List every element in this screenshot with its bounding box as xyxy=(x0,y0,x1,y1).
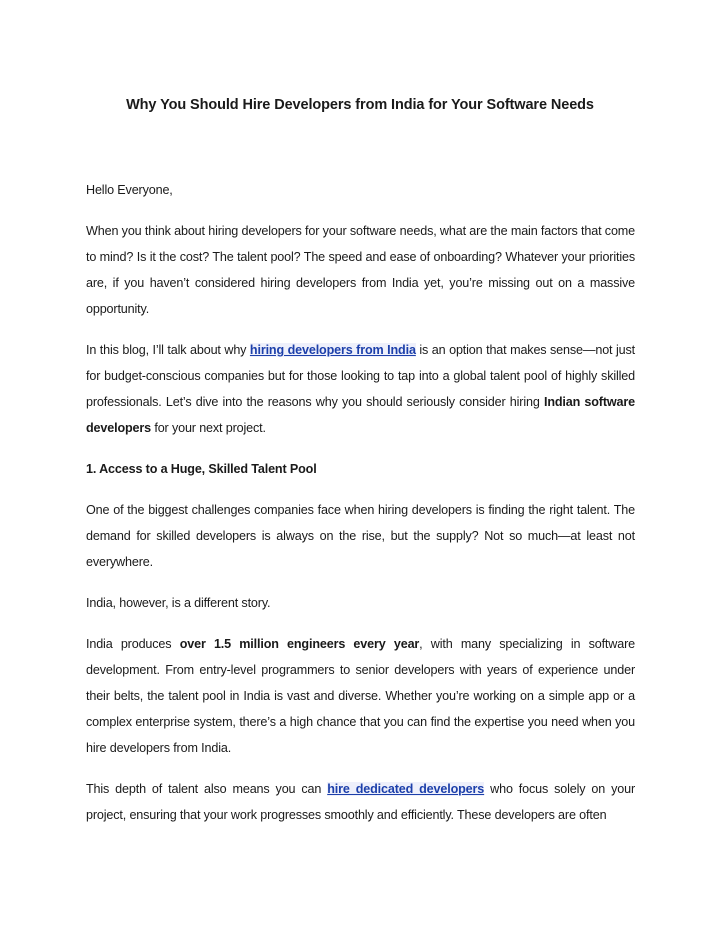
engineers-stat-paragraph xyxy=(86,631,635,761)
blog-overview-paragraph xyxy=(86,337,635,441)
document-title: Why You Should Hire Developers from India for Your Software Needs xyxy=(126,97,594,113)
hire-dedicated-developers-link[interactable]: hire dedicated developers xyxy=(327,782,485,796)
talent-challenge-paragraph: One of the biggest challenges companies face when hiring developers is finding the right talent. The demand for skilled developers is always on the rise, but the supply? Not so much—at least not everywhere. xyxy=(86,503,635,569)
intro-paragraph: When you think about hiring developers for your software needs, what are the main factors that come to mind? Is it the cost? The talent pool? The speed and ease of onboarding? Whatever your priorities are, if you haven’t considered hiring developers from India yet, you’re missing out on a massive opportunity. xyxy=(86,224,635,316)
engineers-stat-text-end: , with many specializing in software development. From entry-level programmers to senior developers with years of experience under their belts, the talent pool in India is vast and diverse. Whether you’re working on a simple app or a complex enterprise system, there’s a high chance that you can find the expertise you need when you hire developers from India. xyxy=(86,637,635,755)
dedicated-developers-paragraph xyxy=(86,776,635,828)
engineers-stat-emphasis: over 1.5 million engineers every year xyxy=(179,637,420,651)
indian-software-developers-emphasis: Indian software developers xyxy=(86,395,635,435)
blog-overview-text-middle: is an option that makes sense—not just for budget-conscious companies but for those looking to tap into a global talent pool of highly skilled professionals. Let’s dive into the reasons why you should seriously consider hiring xyxy=(86,343,635,409)
dedicated-developers-text-end: who focus solely on your project, ensuring that your work progresses smoothly and efficiently. These developers are often xyxy=(86,782,636,822)
section-heading-talent-pool: 1. Access to a Huge, Skilled Talent Pool xyxy=(86,462,317,476)
india-different-paragraph: India, however, is a different story. xyxy=(86,596,271,610)
greeting-paragraph: Hello Everyone, xyxy=(86,183,173,197)
blog-overview-text-end: for your next project. xyxy=(151,421,266,435)
hiring-developers-india-link[interactable]: hiring developers from India xyxy=(249,343,416,357)
blog-overview-text-start: In this blog, I’ll talk about why xyxy=(86,343,250,357)
document-body xyxy=(86,177,635,843)
engineers-stat-text-start: India produces xyxy=(86,637,180,651)
dedicated-developers-text-start: This depth of talent also means you can xyxy=(86,782,328,796)
